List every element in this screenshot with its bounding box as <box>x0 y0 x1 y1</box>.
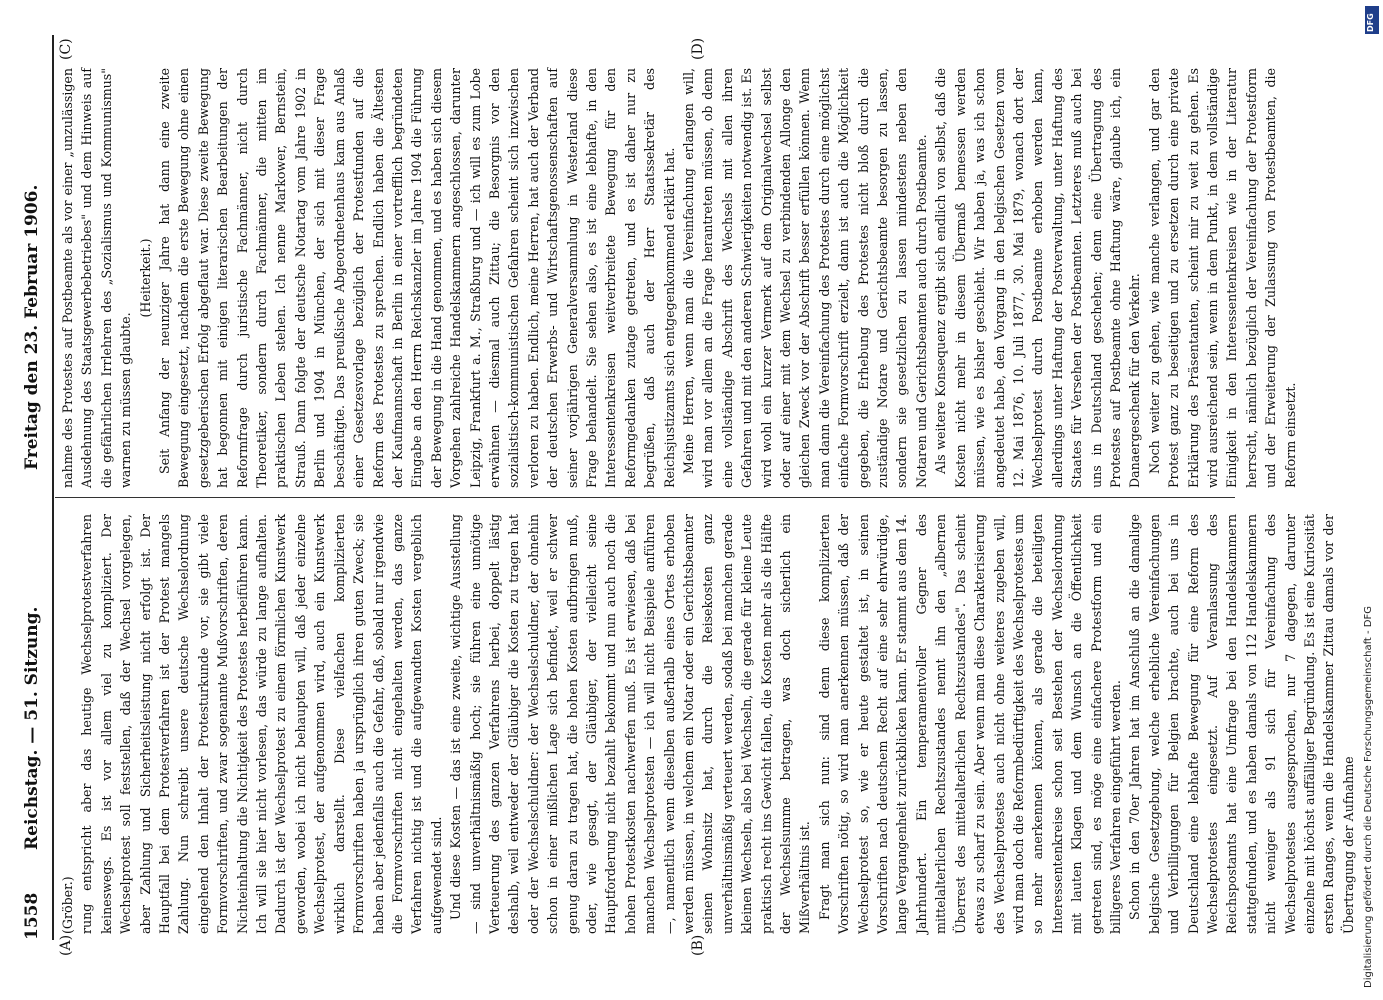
margin-mark-c: (C) <box>58 38 74 60</box>
margin-mark-d: (D) <box>690 37 706 60</box>
paragraph: Schon in den 70er Jahren hat im Anschluß an die damalige belgische Gesetzgebung, welche erhebliche Vereinfachungen und Verbilligungen für Belgien brachte, auch bei uns in Deutschland eine lebhafte Bewegung für eine Reform des Wechselprotestes eingesetzt. Auf Veranlassung des Reichspostamts hat eine Umfrage bei den Handelskammern stattgefunden, und es haben damals von 112 Handelskammern nicht weniger als 91 sich für Vereinfachung des Wechselprotestes ausgesprochen, nur 7 dagegen, darunter einzelne mit höchst auffälliger Begründung. Es ist eine Kuriosität ersten Ranges, wenn die Handelskammer Zittau damals vor der Übertragung der Aufnahme <box>1127 514 1356 934</box>
paragraph: Als weitere Konsequenz ergibt sich endlich von selbst, daß die Kosten nicht mehr in diesem Übermaß bemessen werden müssen, wie es bisher geschieht. Wir haben ja, was ich schon angedeutet habe, den Vorgang in den belgischen Gesetzen vom 12. Mai 1876, 10. Juli 1877, 30. Mai 1879, wonach dort der Wechselprotest durch Postbeamte erhoben werden kann, allerdings unter Haftung der Postverwaltung, unter Haftung des Staates für Versehen der Postbeamten. Letzteres muß auch bei uns in Deutschland geschehen; denn eine Übertragung des Protestes auf Postbeamte ohne Haftung wäre, glaube ich, ein Danaergeschenk für den Verkehr. <box>933 68 1143 488</box>
margin-mark-b: (B) <box>690 934 706 956</box>
header-right-title: Freitag den 23. Februar 1906. <box>22 184 42 470</box>
paragraph: Seit Anfang der neunziger Jahre hat dann eine zweite Bewegung eingesetzt, nachdem die erste Bewegung ohne einen gesetzgeberischen Erfolg abgeflaut war. Diese zweite Bewegung hat begonnen mit einigen literarischen Bearbeitungen der Reformfrage durch juristische Fachmänner, nicht durch Theoretiker, sondern durch Fachmänner, die mitten im praktischen Leben stehen. Ich nenne Markower, Bernstein, Strauß. Dann folgte der deutsche Notartag vom Jahre 1902 in Berlin und 1904 in München, der sich mit dieser Frage beschäftigte. Das preußische Abgeordnetenhaus kam aus Anlaß einer Gesetzesvorlage bezüglich der Protestfunden auf die Reform des Protestes zu sprechen. Endlich haben die Ältesten der Kaufmannschaft in Berlin in einer vortrefflich begründeten Eingabe an den Herrn Reichskanzler im Jahre 1904 die Führung der Bewegung in die Hand genommen, und es haben sich diesem Vorgehen zahlreiche Handelskammern angeschlossen, darunter Leipzig, Frankfurt a. M., Straßburg und — ich will es zum Lobe erwähnen — diesmal auch Zittau; die Besorgnis vor den sozialistisch-kommunistischen Gefahren scheint sich inzwischen verloren zu haben. Endlich, meine Herren, hat auch der Verband der deutschen Erwerbs- und Wirtschaftsgenossenschaften auf seiner vorjährigen Generalversammlung in Westerland diese Frage behandelt. Sie sehen also, es ist eine lebhafte, in den Interessentenkreisen weitverbreitete Bewegung für den Reformgedanken zutage getreten, und es ist daher nur zu begrüßen, daß auch der Herr Staatssekretär des Reichsjustizamts sich entgegenkommend erklärt hat. <box>157 68 677 488</box>
interjection: (Heiterkeit.) <box>137 238 153 318</box>
paragraph: nahme des Protestes auf Postbeamte als vor einer „unzulässigen Ausdehnung des Staatsgewerbebetriebes" und dem Hinweis auf die gefährlichen Irrlehren des „Sozialismus und Kommunismus" warnen zu müssen glaubte. <box>60 68 134 488</box>
header-left-title: Reichstag. — 51. Sitzung. <box>22 606 42 850</box>
paragraph: Und diese Kosten — das ist eine zweite, wichtige Ausstellung — sind unverhältnismäßig hoch; sie führen eine unnötige Verteuerung des ganzen Verfahrens herbei, doppelt lästig deshalb, weil entweder der Gläubiger die Kosten zu tragen hat oder der Wechselschuldner: der Wechselschuldner, der ohnehin schon in einer mißlichen Lage sich befindet, weil er schwer genug daran zu tragen hat, die hohen Kosten aufbringen muß, oder, wie gesagt, der Gläubiger, der vielleicht seine Hauptforderung nicht bezahlt bekommt und nun auch noch die hohen Protestkosten nachwerfen muß. Es ist erwiesen, daß bei manchen Wechselprotesten — ich will nicht Beispiele anführen —, namentlich wenn dieselben außerhalb eines Ortes erhoben werden müssen, in welchem ein Notar oder ein Gerichtsbeamter seinen Wohnsitz hat, durch die Reisekosten ganz unverhältnismäßig verteuert werden, sodaß bei manchen gerade kleinen Wechseln, also bei Wechseln, die gerade für kleine Leute praktisch recht ins Gewicht fallen, die Kosten mehr als die Hälfte der Wechselsumme betragen, was doch sicherlich ein Mißverhältnis ist. <box>448 514 813 934</box>
column-divider <box>55 497 1235 498</box>
paragraph: Meine Herren, wenn man die Vereinfachung erlangen will, wird man vor allem an die Frage herantreten müssen, ob denn eine vollständige Abschrift des Wechsels mit allen ihren Gefahren und mit den anderen Schwierigkeiten notwendig ist. Es wird wohl ein kurzer Vermerk auf dem Originalwechsel selbst oder auf einer mit dem Wechsel zu verbindenden Allonge den gleichen Zweck vor der Abschrift besser erfüllen können. Wenn man dann die Vereinfachung des Protestes durch eine möglichst einfache Formvorschrift erzielt, dann ist auch die Möglichkeit gegeben, die Erhebung des Protestes nicht bloß durch die zuständige Notare und Gerichtsbeamte besorgen zu lassen, sondern sie gesetzlichen zu lassen mindestens neben den Notaren und Gerichtsbeamten auch durch Postbeamte. <box>681 68 929 488</box>
paragraph: Noch weiter zu gehen, wie manche verlangen, und gar den Protest ganz zu beseitigen und zu ersetzen durch eine private Erklärung des Präsentanten, scheint mir zu weit zu gehen. Es wird ausreichend sein, wenn in dem Punkt, in dem vollständige Einigkeit in den Interessentenkreisen wie in der Literatur herrscht, nämlich bezüglich der Vereinfachung der Protestform und der Erweiterung der Zulassung von Protestbeamten, die Reform einsetzt. <box>1146 68 1298 488</box>
margin-mark-a: (A) <box>58 934 74 956</box>
speaker-label: (Gröber.) <box>60 876 75 934</box>
right-column <box>58 68 1300 488</box>
page-header <box>22 35 50 940</box>
header-rule <box>52 35 54 940</box>
digitization-credit-text: Digitalisierung gefördert durch die Deutsche Forschungsgemeinschaft - DFG <box>1363 605 1374 988</box>
dfg-logo: DFG <box>1365 6 1379 34</box>
digitization-credit <box>1363 8 1377 988</box>
left-column <box>58 514 1358 934</box>
paragraph: Fragt man sich nun: sind denn diese komplizierten Vorschriften nötig, so wird man anerkennen müssen, daß der Wechselprotest so, wie er heute gestaltet ist, in seinen Vorschriften nach deutschem Recht auf eine sehr ehrwürdige, lange Vergangenheit zurückblicken kann. Er stammt aus dem 14. Jahrhundert. Ein temperamentvoller Gegner des mittelalterlichen Rechtszustandes nennt ihn den „albernen Überrest des mittelalterlichen Rechtszustandes". Das scheint etwas zu scharf zu sein. Aber wenn man diese Charakterisierung des Wechselprotestes auch nicht ohne weiteres zugeben will, wird man doch die Reformbedürftigkeit des Wechselprotestes um so mehr anerkennen können, als gerade die beteiligten Interessentenkreise schon seit Bestehen der Wechselordnung mit lauten Klagen und dem Wunsch an die Öffentlichkeit getreten sind, es möge eine einfachere Protestform und ein billigeres Verfahren eingeführt werden. <box>816 514 1123 934</box>
page-number: 1558 <box>22 892 42 940</box>
paragraph: rung entspricht aber das heutige Wechselprotestverfahren keineswegs. Es ist vor allem viel zu kompliziert. Der Wechselprotest soll feststellen, daß der Wechsel vorgelegen, aber Zahlung und Sicherheitsleistung nicht erfolgt ist. Der Hauptfall bei dem Protestverfahren ist der Protest mangels Zahlung. Nun schreibt unsere deutsche Wechselordnung eingehend den Inhalt der Protesturkunde vor, sie gibt viele Formvorschriften, und zwar sogenannte Mußvorschriften, deren Nichteinhaltung die Nichtigkeit des Protestes herbeiführen kann. Ich will sie hier nicht vorlesen, das würde zu lange aufhalten. Dadurch ist der Wechselprotest zu einem förmlichen Kunstwerk geworden, wobei ich nicht behaupten will, daß jeder einzelne Wechselprotest, der aufgenommen wird, auch ein Kunstwerk wirklich darstellt. Diese vielfachen komplizierten Formvorschriften haben ja ursprünglich ihren guten Zweck; sie haben aber jedenfalls auch die Gefahr, daß, sobald nur irgendwie die Formvorschriften nicht eingehalten werden, das ganze Verfahren nichtig ist und die aufgewandten Kosten vergeblich aufgewendet sind. <box>79 514 444 934</box>
